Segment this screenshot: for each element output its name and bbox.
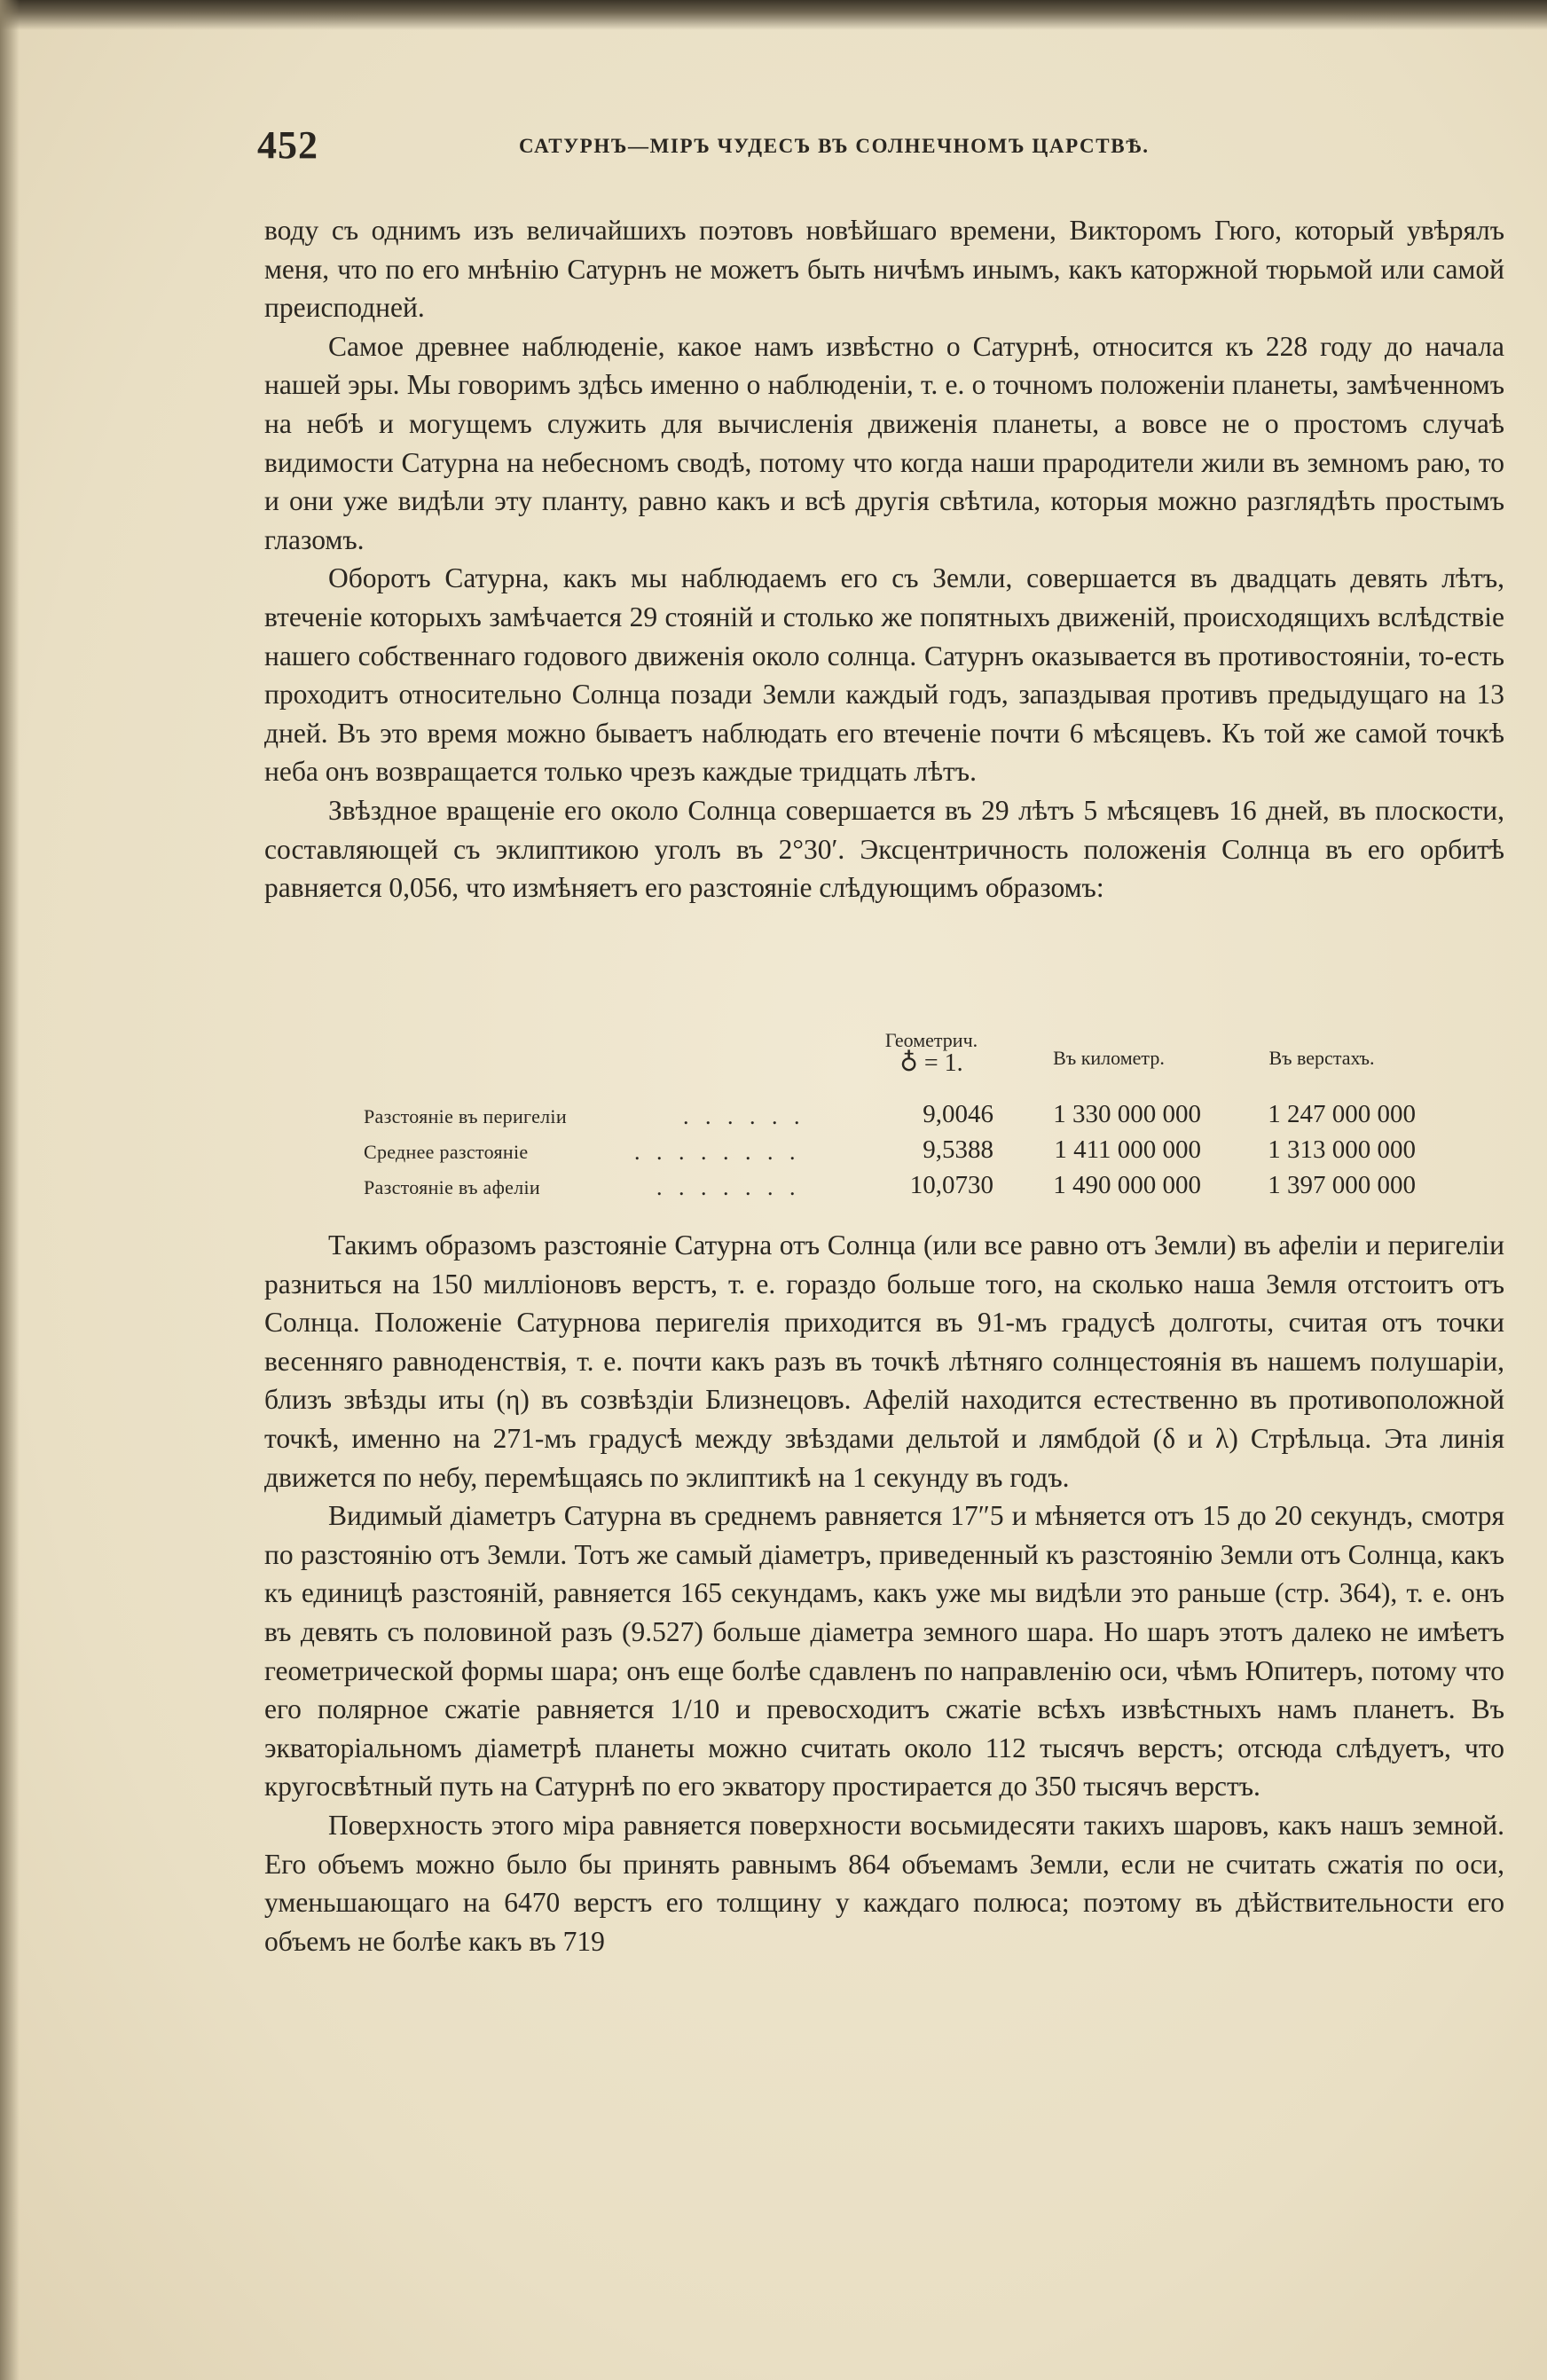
col-header-geometric [860,1029,1002,1075]
paragraph: Звѣздное вращеніе его около Солнца совершается въ 29 лѣтъ 5 мѣсяцевъ 16 дней, въ плоскости, составляющей съ эклиптикою уголъ въ 2°30′. Эксцентричность положенія Солнца въ его орбитѣ равняется 0,056, что измѣняетъ его разстояніе слѣдующимъ образомъ: [264,794,1504,904]
cell-geometric: 9,5388 [923,1135,993,1164]
paragraph: Видимый діаметръ Сатурна въ среднемъ равняется 17″5 и мѣняется отъ 15 до 20 секундъ, смотря по разстоянію отъ Земли. Тотъ же самый діаметръ, приведенный къ разстоянію Земли отъ Солнца, какъ къ единицѣ разстояній, равняется 165 секундамъ, какъ уже мы видѣли это раньше (стр. 364), т. е. онъ въ девять съ половиной разъ (9.527) больше діаметра земного шара. Но шаръ этотъ далеко не имѣетъ геометрической формы шара; онъ еще болѣе сдавленъ по направленію оси, чѣмъ Юпитеръ, потому что его полярное сжатіе равняется 1/10 и превосходитъ сжатіе всѣхъ извѣстныхъ намъ планетъ. Въ экваторіальномъ діаметрѣ планеты можно считать около 112 тысячъ верстъ; отсюда слѣдуетъ, что кругосвѣтный путь на Сатурнѣ по его экватору простирается до 350 тысячъ верстъ. [264,1500,1504,1803]
cell-geometric: 9,0046 [923,1100,993,1128]
text-body-bottom [264,1226,1504,1960]
paragraph: Оборотъ Сатурна, какъ мы наблюдаемъ его съ Земли, совершается въ двадцать девять лѣтъ, втеченіе которыхъ замѣчается 29 стояній и столько же попятныхъ движеній, происходящихъ вслѣдствіе нашего собственнаго годового движенія около солнца. Сатурнъ оказывается въ противостояніи, то-есть проходитъ относительно Солнца позади Земли каждый годъ, запаздывая противъ предыдущаго на 13 дней. Въ это время можно бываетъ наблюдать его втеченіе почти 6 мѣсяцевъ. Къ той же самой точкѣ неба онъ возвращается только чрезъ каждые тридцать лѣтъ. [264,562,1504,788]
cell-versts: 1 397 000 000 [1268,1171,1416,1199]
leader-dots: . . . . . . . [656,1174,801,1200]
paragraph: Самое древнее наблюденіе, какое намъ извѣстно о Сатурнѣ, относится къ 228 году до начала нашей эры. Мы говоримъ здѣсь именно о наблюденіи, т. е. о точномъ положеніи планеты, замѣченномъ на небѣ и могущемъ служить для вычисленія движенія планеты, а вовсе не о простомъ случаѣ видимости Сатурна на небесномъ сводѣ, потому что когда наши прародители жили въ земномъ раю, то и они уже видѣли эту планту, равно какъ и всѣ другія свѣтила, которыя можно разглядѣть простымъ глазомъ. [264,330,1504,555]
scan-left-edge [0,0,20,2380]
cell-km: 1 411 000 000 [1054,1135,1201,1164]
paragraph: Такимъ образомъ разстояніе Сатурна отъ Солнца (или все равно отъ Земли) въ афеліи и перигеліи разниться на 150 милліоновъ верстъ, т. е. гораздо больше того, на сколько наша Земля отстоитъ отъ Солнца. Положеніе Сатурнова перигелія приходится въ 91-мъ градусѣ долготы, считая отъ точки весенняго равноденствія, т. е. почти какъ разъ въ точкѣ лѣтняго солнцестоянія въ нашемъ полушаріи, близъ звѣзды иты (η) въ созвѣздіи Близнецовъ. Афелій находится естественно въ противоположной точкѣ, именно на 271-мъ градусѣ между звѣздами дельтой и лямбдой (δ и λ) Стрѣльца. Эта линія движется по небу, перемѣщаясь по эклиптикѣ на 1 секунду въ годъ. [264,1229,1504,1493]
cell-versts: 1 247 000 000 [1268,1100,1416,1128]
row-label: Разстояніе въ перигеліи [364,1105,567,1127]
paragraph: воду съ однимъ изъ величайшихъ поэтовъ новѣйшаго времени, Викторомъ Гюго, который увѣрялъ меня, что по его мнѣнію Сатурнъ не можетъ быть ничѣмъ инымъ, какъ каторжной тюрьмой или самой преисподней. [264,215,1504,324]
cell-geometric: 10,0730 [909,1171,993,1199]
paragraph: Поверхность этого міра равняется поверхности восьмидесяти такихъ шаровъ, какъ нашъ земной. Его объемъ можно было бы принять равнымъ 864 объемамъ Земли, если не считать сжатія по оси, уменьшающаго на 6470 верстъ его толщину у каждаго полюса; поэтому въ дѣйствительности его объемъ не болѣе какъ въ 719 [264,1809,1504,1957]
col-header-geometric-line2: ♁ = 1. [899,1049,963,1077]
cell-versts: 1 313 000 000 [1268,1135,1416,1164]
col-header-geometric-line1: Геометрич. [884,1029,978,1051]
table-row [364,1171,1499,1206]
row-label: Разстояніе въ афеліи [364,1176,540,1198]
cell-km: 1 330 000 000 [1053,1100,1201,1128]
leader-dots: . . . . . . . . [634,1139,801,1165]
table-row [364,1100,1499,1135]
cell-km: 1 490 000 000 [1053,1171,1201,1199]
scan-top-edge [0,0,1547,30]
leader-dots: . . . . . . [683,1104,805,1129]
row-label: Среднее разстояніе [364,1141,529,1163]
page-number: 452 [257,123,318,167]
text-body-top [264,211,1504,907]
col-header-versts: Въ верстахъ. [1268,1047,1375,1069]
col-header-km: Въ километр. [1053,1047,1165,1069]
table-row [364,1135,1499,1171]
running-head: САТУРНЪ—МІРЪ ЧУДЕСЪ ВЪ СОЛНЕЧНОМЪ ЦАРСТВѢ. [519,135,1150,157]
distance-table [364,1029,1499,1206]
page-header [257,122,1508,176]
